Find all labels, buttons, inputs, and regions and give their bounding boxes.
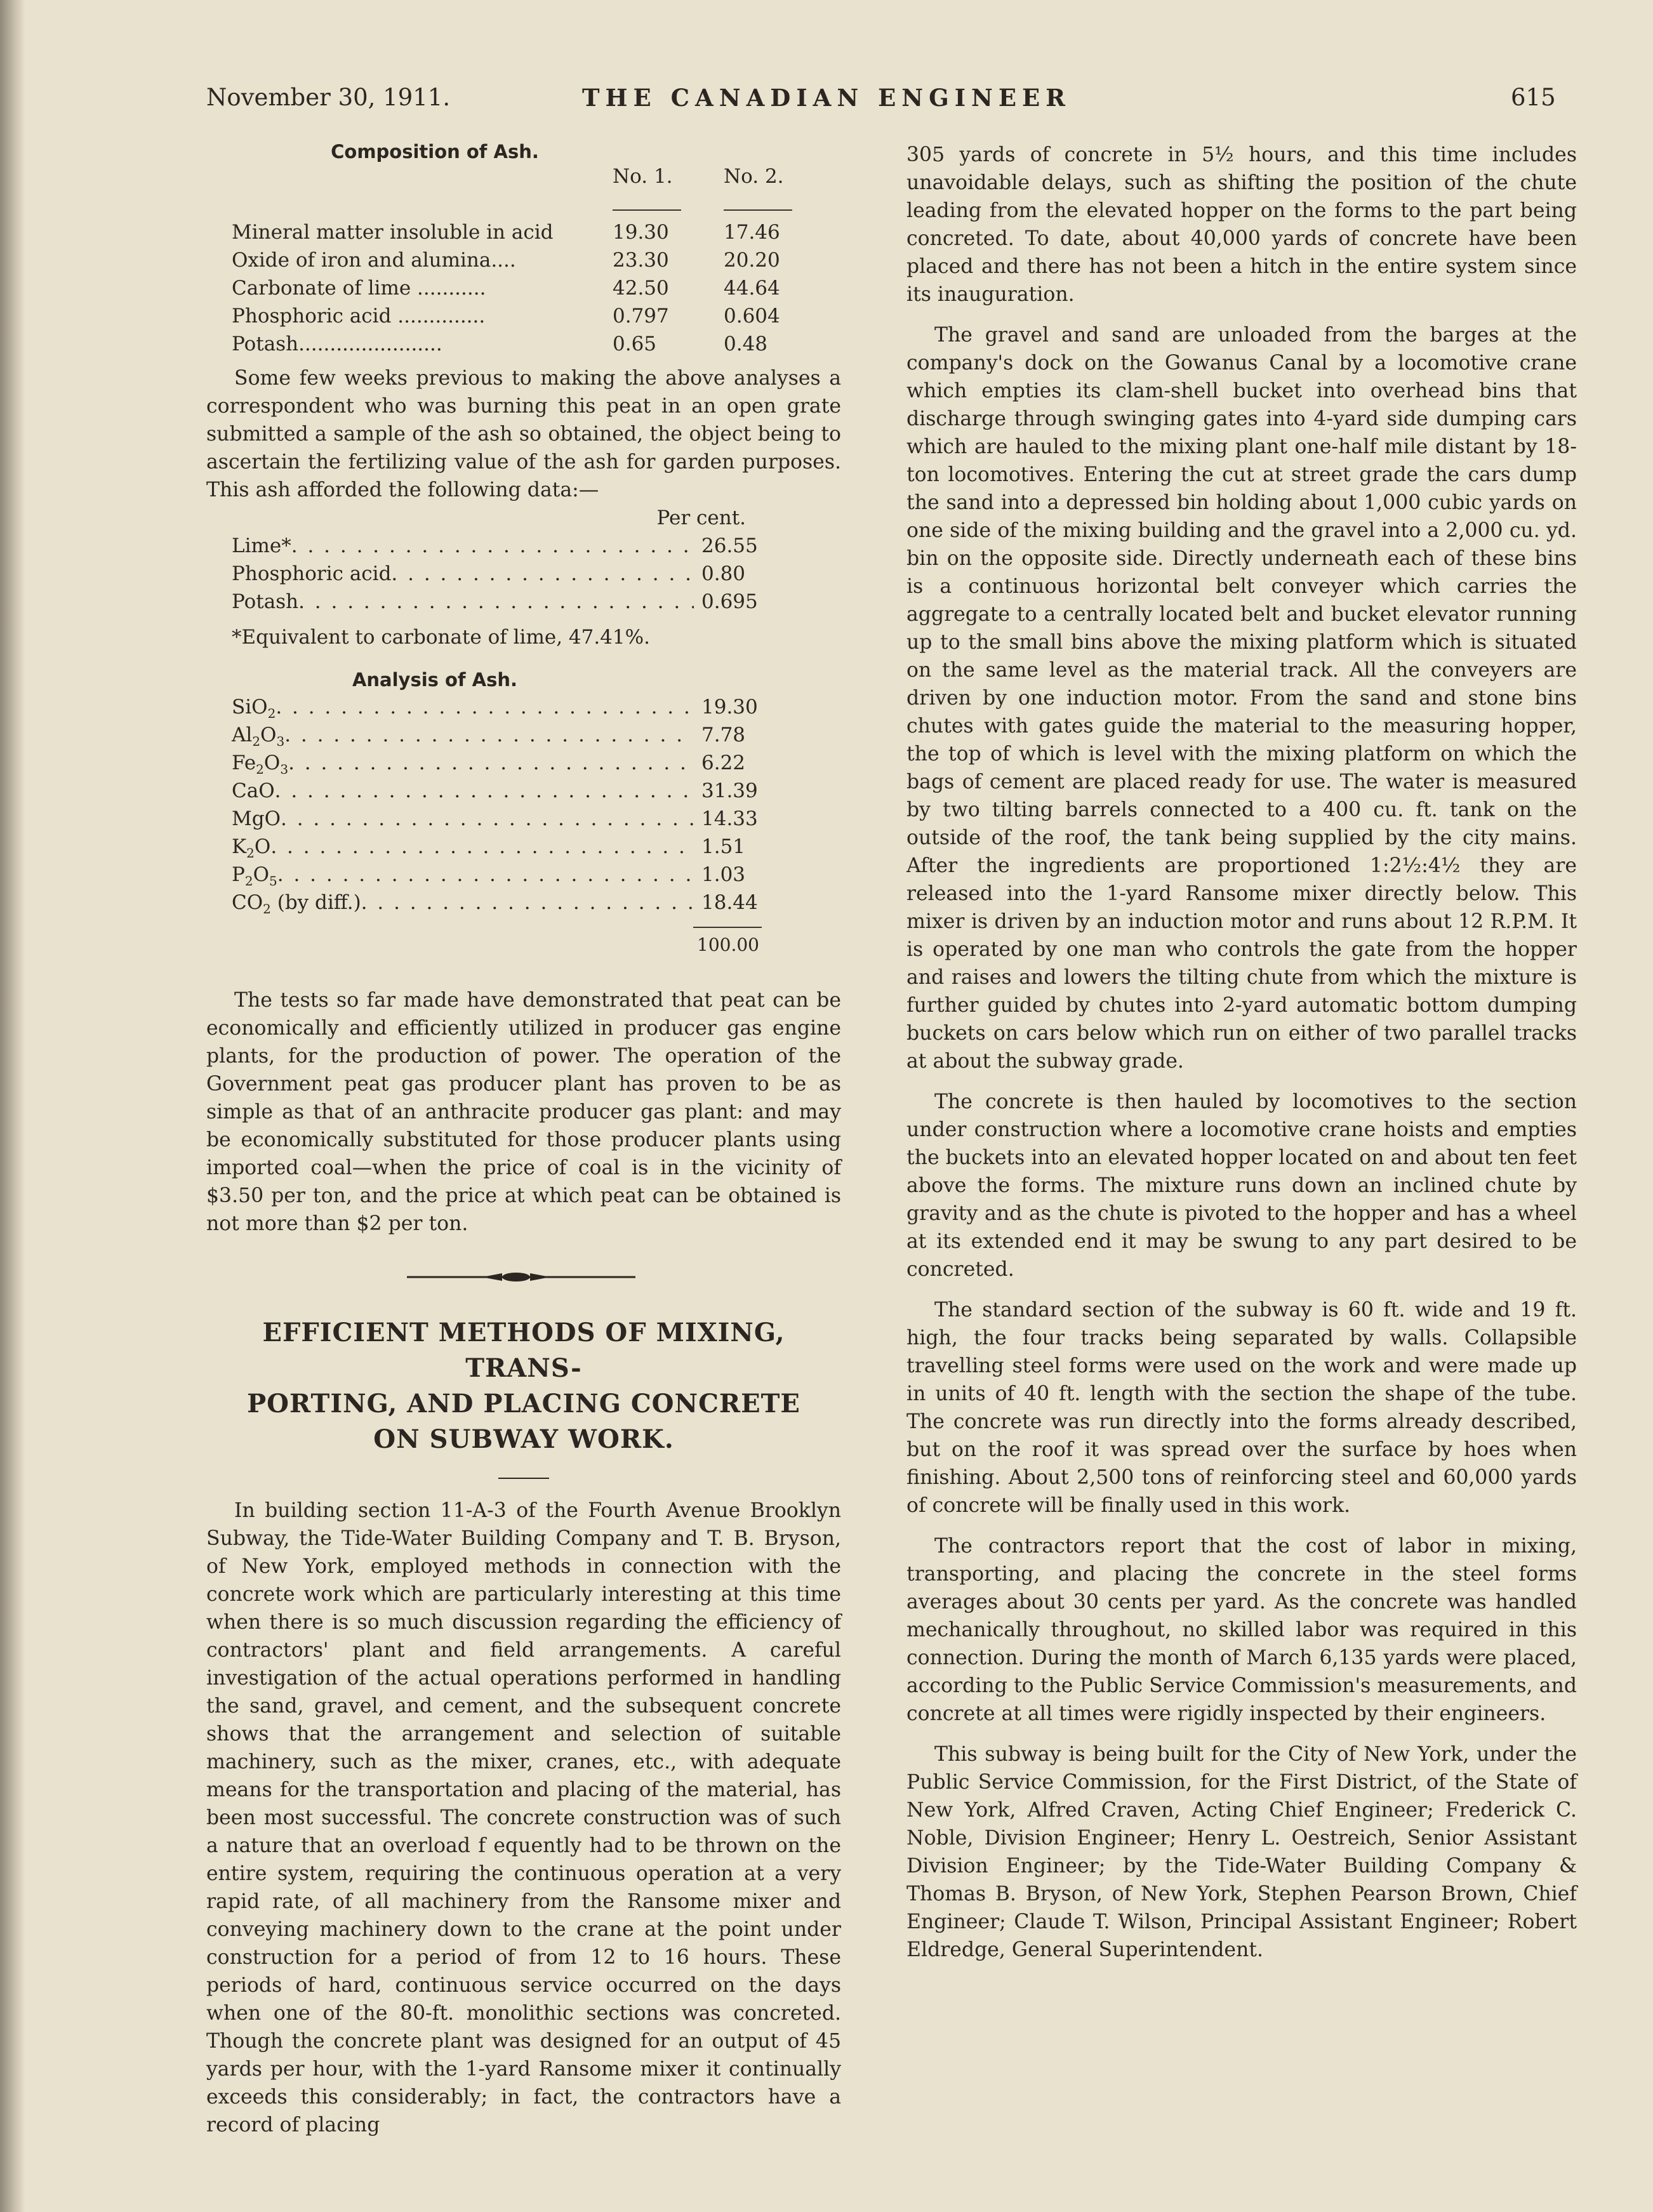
table-row: Carbonate of lime ........... 42.50 44.64 (232, 277, 780, 300)
section-divider-ornament (407, 1271, 635, 1283)
table-row: SiO$_2$ . . . 19.30 (232, 693, 778, 721)
total-value: 100.00 (697, 934, 759, 955)
total-row (232, 930, 778, 958)
table-row: Mineral matter insoluble in acid 19.30 17.46 (232, 221, 780, 244)
table-row: Phosphoric acid .............. 0.797 0.604 (232, 305, 780, 328)
ash-composition-table (232, 162, 825, 358)
table-row: $CO_2$ (by diff.) . . . 18.44 (232, 889, 778, 917)
issue-date: November 30, 1911. (206, 84, 451, 111)
ash-analysis-table (232, 693, 778, 958)
col-no1-header: No. 1. (613, 165, 673, 188)
left-column (206, 141, 841, 2139)
journal-title: THE CANADIAN ENGINEER (582, 84, 1071, 112)
table-row: CaO . . . 31.39 (232, 777, 778, 805)
table-row: MgO . . . 14.33 (232, 805, 778, 833)
paragraph: This subway is being built for the City of New York, under the Public Service Commission, for the First District, of the State of New York, Alfred Craven, Acting Chief Engineer; Frederick C. Noble, Division Engineer; Henry L. Oestreich, Senior Assistant Division Engineer; by the Tide-Water Building Company & Thomas B. Bryson, of New York, Stephen Pearson Brown, Chief Engineer; Claude T. Wilson, Principal Assistant Engineer; Robert Eldredge, General Superintendent. (906, 1743, 1577, 1961)
paragraph: 305 yards of concrete in 5½ hours, and this time includes unavoidable delays, such as shifting the position of the chute leading from the elevated hopper on the forms to the part being concreted. To date, about 40,000 yards of concrete have been placed and there has not been a hitch in the entire system since its inauguration. (906, 143, 1577, 306)
paragraph: The contractors report that the cost of labor in mixing, transporting, and placing the concrete in the steel forms averages about 30 cents per yard. As the concrete was handled mechanically throughout, no skilled labor was required in this connection. During the month of March 6,135 yards were placed, according to the Public Service Commission's measurements, and concrete at all times were rigidly inspected by their engineers. (906, 1535, 1577, 1725)
ash-composition-title: Composition of Ash. (331, 141, 539, 162)
headline-rule (498, 1478, 549, 1479)
table-row: $Al_2O_3$ . . . 7.78 (232, 721, 778, 749)
paragraph: In building section 11-A-3 of the Fourth Avenue Brooklyn Subway, the Tide-Water Building Company and T. B. Bryson, of New York, employed methods in connection with the concrete work which are particularly interesting at this time when there is so much discussion regarding the efficiency of contractors' plant and field arrangements. A careful investigation of the actual operations performed in handling the sand, gravel, and cement, and the subsequent concrete shows that the arrangement and selection of suitable machinery, such as the mixer, cranes, etc., with adequate means for the transportation and placing of the material, has been most successful. The concrete construction was of such a nature that an overload f equently had to be thrown on the entire system, requiring the continuous operation at a very rapid rate, of all machinery from the Ransome mixer and conveying machinery down to the crane at the point under construction for a period of from 12 to 16 hours. These periods of hard, continuous service occurred on the days when one of the 80-ft. monolithic sections was concreted. Though the concrete plant was designed for an output of 45 yards per hour, with the 1-yard Ransome mixer it continually exceeds this considerably; in fact, the contractors have a record of placing (206, 1499, 841, 2136)
table-row: Potash....................... 0.65 0.48 (232, 333, 768, 355)
running-header (0, 84, 1653, 122)
col-no2-header: No. 2. (724, 165, 784, 188)
garden-ash-table (232, 504, 778, 616)
table-row: Oxide of iron and alumina.... 23.30 20.20 (232, 249, 780, 272)
table-row: Potash . . . 0.695 (232, 588, 778, 616)
percent-header: Per cent. (656, 507, 746, 529)
table-row: $Fe_2O_3$ . . . 6.22 (232, 749, 778, 777)
ash-analysis-title: Analysis of Ash. (352, 669, 518, 691)
page-number: 615 (1511, 84, 1556, 111)
paragraph: The standard section of the subway is 60 ft. wide and 19 ft. high, the four tracks being separated by walls. Collapsible travelling steel forms were used on the work and were made up in units of 40 ft. length with the section the shape of the tube. The concrete was run directly into the forms already described, but on the roof it was spread over the surface by hoes when finishing. About 2,500 tons of reinforcing steel and 60,000 yards of concrete will be finally used in this work. (906, 1299, 1577, 1517)
table-row: Lime* . . . 26.55 (232, 532, 778, 560)
page-edge (0, 0, 25, 2212)
footnote: *Equivalent to carbonate of lime, 47.41%. (232, 626, 650, 649)
table-row: $P_2O_5$ . . . 1.03 (232, 861, 778, 889)
article-headline: EFFICIENT METHODS OF MIXING, TRANS- PORTING, AND PLACING CONCRETE ON SUBWAY WORK. (247, 1318, 800, 1454)
paragraph: The concrete is then hauled by locomotives to the section under construction where a locomotive crane hoists and empties the buckets into an elevated hopper located on and about ten feet above the forms. The mixture runs down an inclined chute by gravity and as the chute is pivoted to the hopper and has a wheel at its extended end it may be swung to any part desired to be concreted. (906, 1090, 1577, 1281)
paragraph: Some few weeks previous to making the above analyses a correspondent who was burning this peat in an open grate submitted a sample of the ash so obtained, the object being to ascertain the fertilizing value of the ash for garden purposes. This ash afforded the following data:— (206, 367, 841, 501)
paragraph: The gravel and sand are unloaded from the barges at the company's dock on the Gowanus Canal by a locomotive crane which empties its clam-shell bucket into overhead bins that discharge through swinging gates into 4-yard side dumping cars which are hauled to the mixing plant one-half mile distant by 18-ton locomotives. Entering the cut at street grade the cars dump the sand into a depressed bin holding about 1,000 cubic yards on one side of the mixing building and the gravel into a 2,000 cu. yd. bin on the opposite side. Directly underneath each of these bins is a continuous horizontal belt conveyer which carries the aggregate to a centrally located belt and bucket elevator running up to the small bins above the mixing platform which is situated on the same level as the material track. All the conveyers are driven by one induction motor. From the sand and stone bins chutes with gates guide the material to the measuring hopper, the top of which is level with the mixing platform on which the bags of cement are placed ready for use. The water is measured by two tilting barrels connected to a 400 cu. ft. tank on the outside of the roof, the tank being supplied by the city mains. After the ingredients are proportioned 1:2½:4½ they are released into the 1-yard Ransome mixer directly below. This mixer is driven by an induction motor and runs about 12 R.P.M. It is operated by one man who controls the gate from the hopper and raises and lowers the tilting chute from which the mixture is further guided by chutes into 2-yard automatic bottom dumping buckets on cars below which run on either of two parallel tracks at about the subway grade. (906, 324, 1577, 1073)
table-row: $K_2O$ . . . 1.51 (232, 833, 778, 861)
right-column (906, 141, 1577, 1964)
paragraph: The tests so far made have demonstrated that peat can be economically and efficiently utilized in producer gas engine plants, for the production of power. The operation of the Government peat gas producer plant has proven to be as simple as that of an anthracite producer gas plant: and may be economically substituted for those producer plants using imported coal—when the price of coal is in the vicinity of $3.50 per ton, and the price at which peat can be obtained is not more than $2 per ton. (206, 989, 841, 1235)
table-row: Phosphoric acid . . . 0.80 (232, 560, 778, 588)
